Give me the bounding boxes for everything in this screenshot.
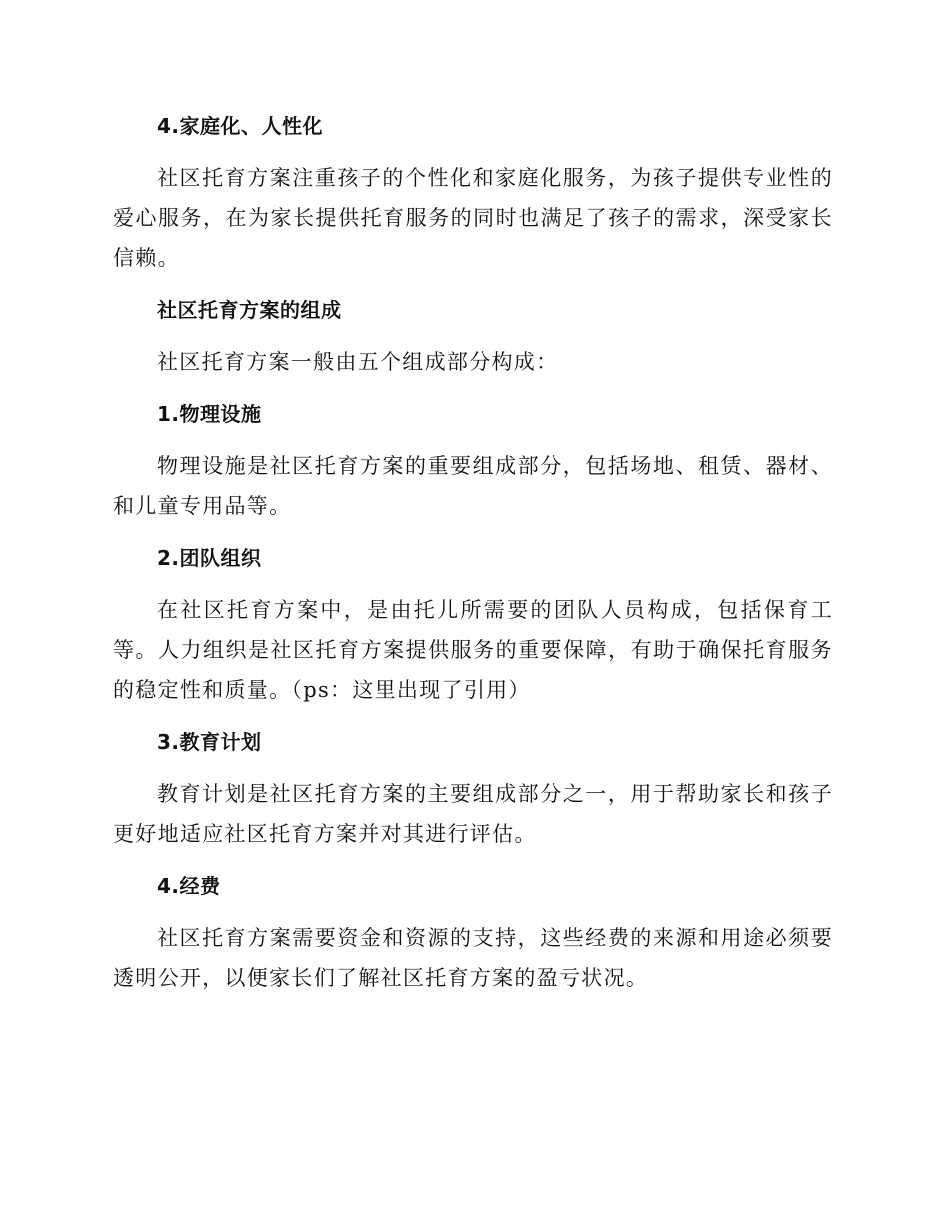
section-heading-physical-facilities: 1.物理设施 [157,402,262,426]
paragraph-composition-intro: 社区托育方案一般由五个组成部分构成： [157,350,559,374]
section-heading-family-humanized: 4.家庭化、人性化 [157,114,324,138]
document-body [113,106,833,1010]
section-heading-composition: 社区托育方案的组成 [157,298,342,322]
section-heading-funding: 4.经费 [157,874,221,898]
section-heading-education-plan: 3.教育计划 [157,730,262,754]
paragraph-funding: 社区托育方案需要资金和资源的支持，这些经费的来源和用途必须要透明公开，以便家长们了解社区托育方案的盈亏状况。 [113,926,833,990]
paragraph-team-organization: 在社区托育方案中，是由托儿所需要的团队人员构成，包括保育工等。人力组织是社区托育方案提供服务的重要保障，有助于确保托育服务的稳定性和质量。（ps：这里出现了引用） [113,598,833,702]
paragraph-education-plan: 教育计划是社区托育方案的主要组成部分之一，用于帮助家长和孩子更好地适应社区托育方案并对其进行评估。 [113,782,833,846]
paragraph-physical-facilities: 物理设施是社区托育方案的重要组成部分，包括场地、租赁、器材、和儿童专用品等。 [113,454,833,518]
paragraph-family-humanized: 社区托育方案注重孩子的个性化和家庭化服务，为孩子提供专业性的爱心服务，在为家长提供托育服务的同时也满足了孩子的需求，深受家长信赖。 [113,166,833,270]
section-heading-team-organization: 2.团队组织 [157,546,262,570]
